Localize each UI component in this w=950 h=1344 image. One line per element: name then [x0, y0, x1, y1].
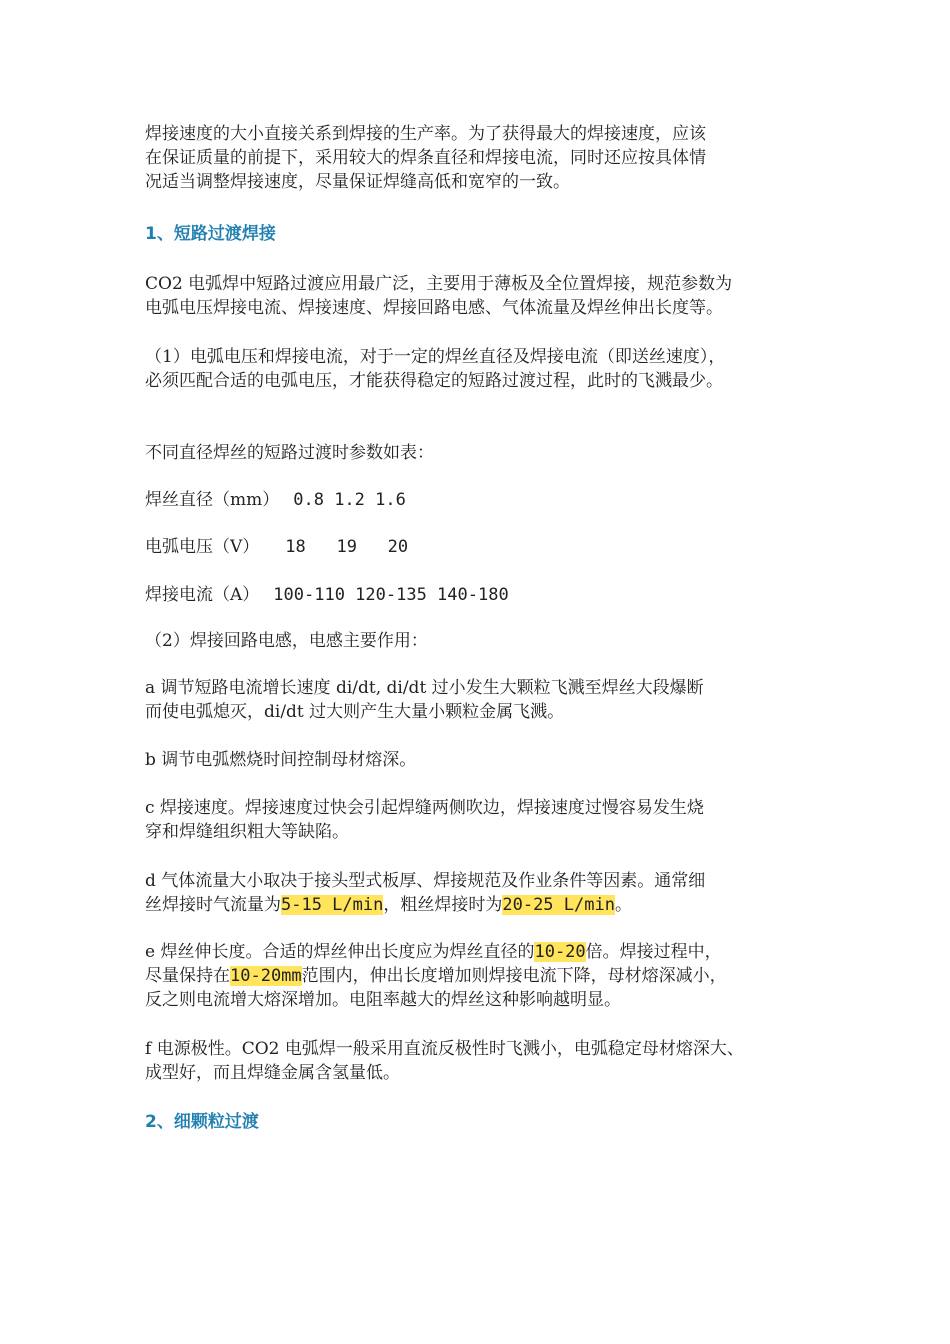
param-values: 100-110 120-135 140-180 — [273, 585, 509, 605]
highlight-extension-range: 10-20mm — [230, 966, 302, 986]
highlight-thin-wire-flow: 5-15 L/min — [281, 895, 384, 915]
paragraph-a — [145, 676, 825, 724]
highlight-extension-ratio: 10-20 — [534, 942, 586, 962]
text-run: 尽量保持在 — [145, 966, 230, 986]
text-line: 穿和焊缝组织粗大等缺陷。 — [145, 822, 349, 842]
intro-paragraph — [145, 122, 825, 194]
paragraph-b: b 调节电弧燃烧时间控制母材熔深。 — [145, 750, 417, 770]
text-line: 成型好，而且焊缝金属含氢量低。 — [145, 1063, 400, 1083]
param-label: 焊丝直径（mm） — [145, 490, 280, 510]
highlight-thick-wire-flow: 20-25 L/min — [502, 895, 615, 915]
param-label: 焊接电流（A） — [145, 585, 260, 605]
param-values: 0.8 1.2 1.6 — [293, 490, 406, 510]
text-line: c 焊接速度。焊接速度过快会引起焊缝两侧吹边，焊接速度过慢容易发生烧 — [145, 798, 704, 818]
text-line — [145, 964, 825, 988]
text-line: （1）电弧电压和焊接电流，对于一定的焊丝直径及焊接电流（即送丝速度）， — [145, 347, 726, 367]
param-row-voltage — [145, 535, 825, 559]
table-intro: 不同直径焊丝的短路过渡时参数如表： — [145, 443, 434, 463]
param-label: 电弧电压（V） — [145, 537, 260, 557]
section-heading-1: 1、短路过渡焊接 — [145, 224, 276, 244]
text-line: 电弧电压焊接电流、焊接速度、焊接回路电感、气体流量及焊丝伸出长度等。 — [145, 298, 723, 318]
paragraph-f — [145, 1037, 825, 1085]
paragraph-voltage-current — [145, 345, 825, 393]
text-line: 反之则电流增大熔深增加。电阻率越大的焊丝这种影响越明显。 — [145, 990, 621, 1010]
text-line — [145, 893, 825, 917]
paragraph-e — [145, 940, 825, 1012]
param-values: 18 19 20 — [285, 537, 409, 557]
text-line: 况适当调整焊接速度，尽量保证焊缝高低和宽窄的一致。 — [145, 172, 570, 192]
section-heading-2: 2、细颗粒过渡 — [145, 1112, 259, 1132]
text-run: e 焊丝伸长度。合适的焊丝伸出长度应为焊丝直径的 — [145, 942, 535, 962]
text-run: ，粗丝焊接时为 — [383, 895, 503, 915]
text-line: CO2 电弧焊中短路过渡应用最广泛，主要用于薄板及全位置焊接，规范参数为 — [145, 274, 733, 294]
text-line — [145, 940, 825, 964]
param-row-diameter — [145, 488, 825, 512]
paragraph-c — [145, 796, 825, 844]
text-line: 焊接速度的大小直接关系到焊接的生产率。为了获得最大的焊接速度，应该 — [145, 124, 706, 144]
param-row-current — [145, 583, 825, 607]
text-line: d 气体流量大小取决于接头型式板厚、焊接规范及作业条件等因素。通常细 — [145, 871, 706, 891]
paragraph-d — [145, 869, 825, 917]
text-line: f 电源极性。CO2 电弧焊一般采用直流反极性时飞溅小，电弧稳定母材熔深大、 — [145, 1039, 744, 1059]
paragraph-co2 — [145, 272, 825, 320]
text-run: 范围内，伸出长度增加则焊接电流下降，母材熔深减小， — [301, 966, 727, 986]
text-line: 在保证质量的前提下，采用较大的焊条直径和焊接电流，同时还应按具体情 — [145, 148, 706, 168]
text-run: 丝焊接时气流量为 — [145, 895, 281, 915]
paragraph-inductance: （2）焊接回路电感，电感主要作用： — [145, 631, 428, 651]
text-run: 倍。焊接过程中， — [585, 942, 722, 962]
text-line: a 调节短路电流增长速度 di/dt, di/dt 过小发生大颗粒飞溅至焊丝大段爆断 — [145, 678, 704, 698]
text-line: 而使电弧熄灭，di/dt 过大则产生大量小颗粒金属飞溅。 — [145, 702, 565, 722]
text-line: 必须匹配合适的电弧电压，才能获得稳定的短路过渡过程，此时的飞溅最少。 — [145, 371, 723, 391]
text-run: 。 — [614, 895, 632, 915]
